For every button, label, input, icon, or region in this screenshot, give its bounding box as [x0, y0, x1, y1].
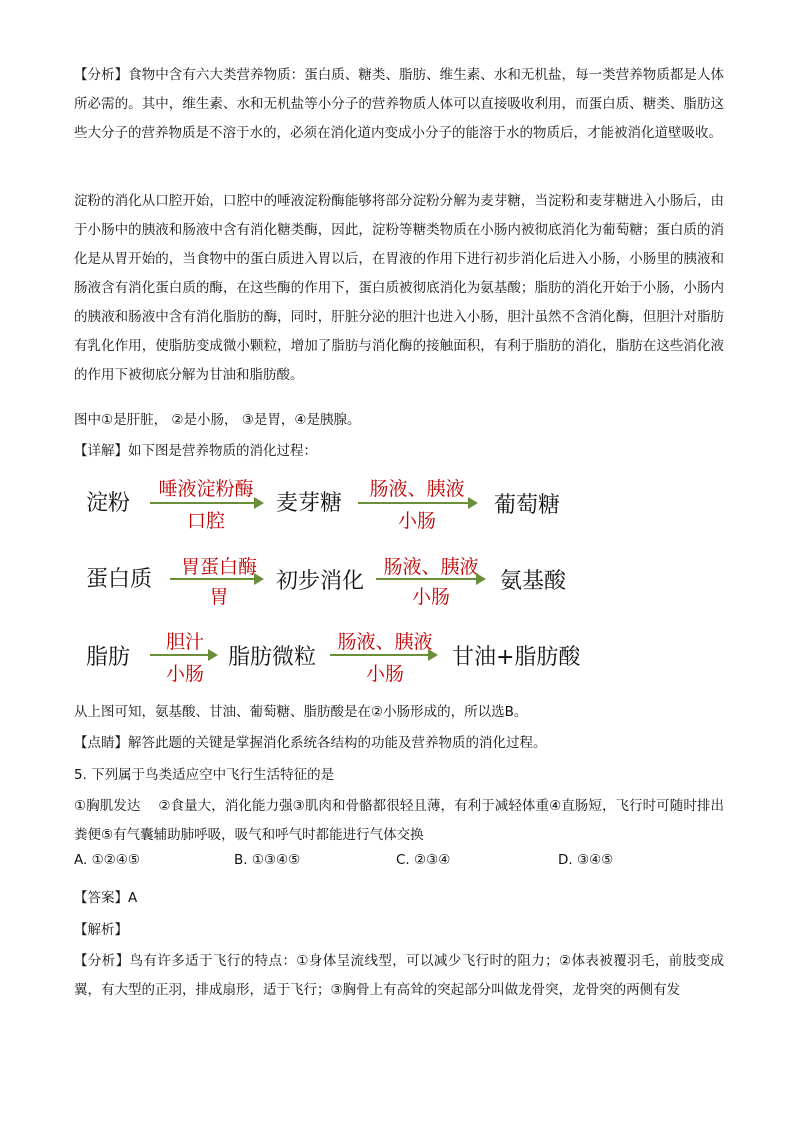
comment-paragraph: 【点睛】解答此题的关键是掌握消化系统各结构的功能及营养物质的消化过程。: [74, 735, 547, 751]
detail-heading: 【详解】如下图是营养物质的消化过程：: [74, 443, 317, 459]
small-intestine-label-4: 小肠: [365, 663, 404, 685]
arrow-starch-1: [150, 502, 262, 504]
bile-label: 胆汁: [165, 631, 204, 653]
intestinal-pancreatic-juice-label-1: 肠液、胰液: [369, 478, 465, 500]
mouth-label: 口腔: [186, 510, 225, 532]
initial-digestion-label: 初步消化: [276, 569, 365, 594]
digestion-diagram: [70, 462, 730, 692]
starch-label: 淀粉: [86, 491, 131, 516]
option-d[interactable]: D. ③④⑤: [558, 852, 614, 868]
stomach-label: 胃: [209, 586, 229, 608]
option-a[interactable]: A. ①②④⑤: [74, 852, 140, 868]
arrow-protein-1: [170, 578, 262, 580]
intestinal-pancreatic-juice-label-2: 肠液、胰液: [383, 556, 479, 578]
option-b[interactable]: B. ①③④⑤: [234, 852, 301, 868]
fat-label: 脂肪: [86, 645, 131, 670]
amino-acid-label: 氨基酸: [500, 569, 567, 594]
figure-note: 图中①是肝脏， ②是小肠， ③是胃，④是胰腺。: [74, 412, 361, 428]
glycerol-fatty-acid-label: 甘油+脂肪酸: [452, 645, 581, 670]
small-intestine-label-3: 小肠: [165, 663, 204, 685]
explanation-label: 【解析】: [74, 922, 128, 938]
analysis-paragraph-birds: 【分析】鸟有许多适于飞行的特点：①身体呈流线型，可以减少飞行时的阻力；②体表被覆羽毛，前肢变成翼，有大型的正羽，排成扇形，适于飞行；③胸骨上有高耸的突起部分叫做龙骨突，龙骨突的两侧有发: [74, 953, 724, 998]
pepsin-label: 胃蛋白酶: [180, 556, 257, 578]
question-5-title: 5. 下列属于鸟类适应空中飞行生活特征的是: [74, 767, 335, 783]
small-intestine-label-2: 小肠: [411, 586, 450, 608]
option-c[interactable]: C. ②③④: [396, 852, 451, 868]
conclusion-paragraph: 从上图可知，氨基酸、甘油、葡萄糖、脂肪酸是在②小肠形成的，所以选B。: [74, 704, 528, 720]
digestion-paragraph: 淀粉的消化从口腔开始，口腔中的唾液淀粉酶能够将部分淀粉分解为麦芽糖，当淀粉和麦芽糖进入小肠后，由于小肠中的胰液和肠液中含有消化糖类酶，因此，淀粉等糖类物质在小肠内被彻底消化为葡萄糖；蛋白质的消化是从胃开始的，当食物中的蛋白质进入胃以后，在胃液的作用下进行初步消化后进入小肠，小肠里的胰液和肠液含有消化蛋白质的酶，在这些酶的作用下，蛋白质被彻底消化为氨基酸；脂肪的消化开始于小肠，小肠内的胰液和肠液中含有消化脂肪的酶，同时，肝脏分泌的胆汁也进入小肠，胆汁虽然不含消化酶，但胆汁对脂肪有乳化作用，使脂肪变成微小颗粒，增加了脂肪与消化酶的接触面积，有利于脂肪的消化，脂肪在这些消化液的作用下被彻底分解为甘油和脂肪酸。: [74, 193, 724, 383]
fat-droplet-label: 脂肪微粒: [228, 645, 317, 670]
glucose-label: 葡萄糖: [494, 493, 561, 518]
answer-line: 【答案】A: [74, 890, 138, 906]
arrow-fat-1: [150, 654, 216, 656]
protein-label: 蛋白质: [86, 567, 153, 592]
intestinal-pancreatic-juice-label-3: 肠液、胰液: [337, 631, 433, 653]
arrow-starch-2: [358, 502, 476, 504]
arrow-protein-2: [376, 578, 484, 580]
maltose-label: 麦芽糖: [276, 491, 343, 516]
question-5-options: [74, 852, 724, 882]
small-intestine-label-1: 小肠: [397, 510, 436, 532]
analysis-paragraph-nutrients: 【分析】食物中含有六大类营养物质：蛋白质、糖类、脂肪、维生素、水和无机盐，每一类营养物质都是人体所必需的。其中，维生素、水和无机盐等小分子的营养物质人体可以直接吸收利用，而蛋白质、糖类、脂肪这些大分子的营养物质是不溶于水的，必须在消化道内变成小分子的能溶于水的物质后，才能被消化道壁吸收。: [74, 67, 724, 141]
arrow-fat-2: [330, 654, 436, 656]
question-5-items: ①胸肌发达 ②食量大，消化能力强③肌肉和骨骼都很轻且薄，有利于减轻体重④直肠短，飞行时可随时排出粪便⑤有气囊辅助肺呼吸，吸气和呼气时都能进行气体交换: [74, 798, 724, 843]
saliva-amylase-label: 唾液淀粉酶: [158, 478, 254, 500]
